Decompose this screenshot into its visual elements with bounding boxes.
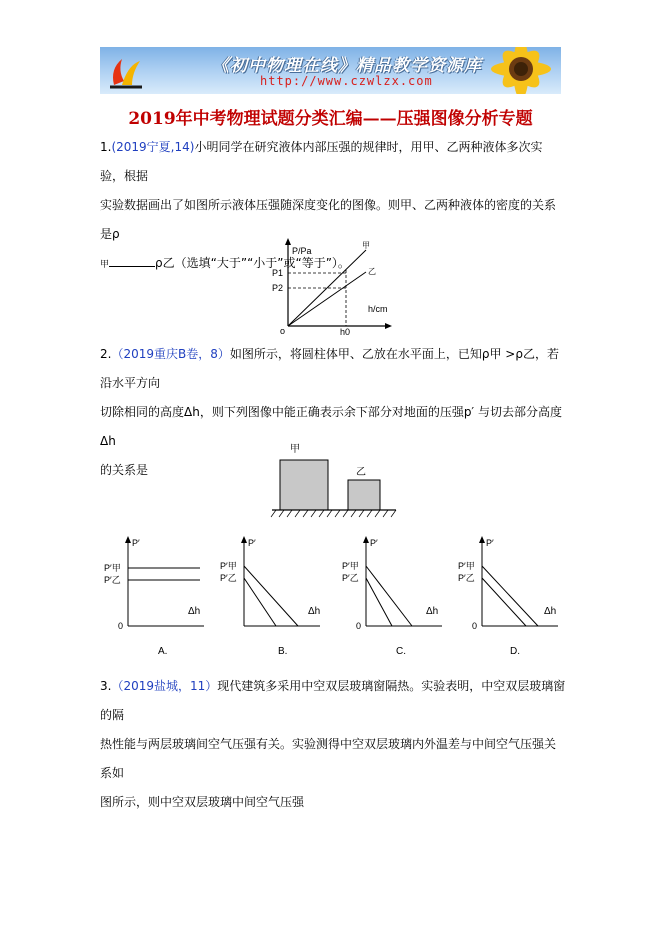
p-yi-label: P′乙 xyxy=(104,575,121,585)
series-jia-label: 甲 xyxy=(362,241,370,250)
x-axis-label: Δh xyxy=(544,606,557,617)
question-source: （2019重庆B卷，8） xyxy=(111,347,230,361)
question-3-line-2: 热性能与两层玻璃间空气压强有关。实验测得中空双层玻璃内外温差与中间空气压强关系如 xyxy=(100,737,557,780)
banner-title: 《初中物理在线》精品教学资源库 xyxy=(212,56,482,76)
cylinder-yi-label: 乙 xyxy=(356,467,366,478)
question-source: （2019盐城，11） xyxy=(111,679,218,693)
p-jia-label: P′甲 xyxy=(104,563,121,573)
x-axis-label: Δh xyxy=(308,606,321,617)
question-2-line-2: 切除相同的高度Δh，则下列图像中能正确表示余下部分对地面的压强p′ 与切去部分高度Δh xyxy=(100,405,562,448)
origin-label: 0 xyxy=(472,621,478,631)
question-3-line-1: 3.（2019盐城，11）现代建筑多采用中空双层玻璃窗隔热。实验表明，中空双层玻璃窗的隔 xyxy=(100,679,566,722)
p-yi-label: P′乙 xyxy=(458,573,475,583)
question-2-line-3: 的关系是 xyxy=(100,463,149,477)
x-axis-label: Δh xyxy=(426,606,439,617)
origin-label: 0 xyxy=(118,621,124,631)
option-a-label: A. xyxy=(158,646,168,657)
p-jia-label: P′甲 xyxy=(220,561,237,571)
header-banner xyxy=(100,47,561,94)
graph-y-label: P/Pa xyxy=(292,246,312,256)
y-axis-label: P′ xyxy=(248,538,256,548)
question-1-line-3: 甲 ρ乙（选填“大于”“小于”或“等于”）。 xyxy=(100,256,350,270)
origin-label: 0 xyxy=(356,621,362,631)
question-source: (2019宁夏,14) xyxy=(111,140,195,154)
pressure-depth-graph xyxy=(270,236,400,336)
banner-url[interactable]: http://www.czwlzx.com xyxy=(260,74,433,88)
cylinder-jia-label: 甲 xyxy=(290,444,300,455)
option-c-graph[interactable] xyxy=(338,530,450,660)
question-1-line-2: 实验数据画出了如图所示液体压强随深度变化的图像。则甲、乙两种液体的密度的关系是ρ xyxy=(100,198,557,241)
question-number: 1. xyxy=(100,140,112,154)
question-3-line-3: 图所示，则中空双层玻璃中间空气压强 xyxy=(100,795,305,809)
option-d-graph[interactable] xyxy=(454,530,566,660)
sunflower-icon xyxy=(481,47,561,94)
cylinders-figure xyxy=(270,438,400,520)
option-c-label: C. xyxy=(396,646,406,657)
option-d-label: D. xyxy=(510,646,520,657)
document-title: 2019年中考物理试题分类汇编——压强图像分析专题 xyxy=(128,109,533,129)
graph-x-label: h/cm xyxy=(368,304,388,314)
p-yi-label: P′乙 xyxy=(342,573,359,583)
p-yi-label: P′乙 xyxy=(220,573,237,583)
option-b-label: B. xyxy=(278,646,288,657)
series-yi-label: 乙 xyxy=(368,267,376,276)
site-logo-icon xyxy=(106,51,146,91)
question-1-line-1: 1.(2019宁夏,14)小明同学在研究液体内部压强的规律时，用甲、乙两种液体多次实验，根据 xyxy=(100,140,543,183)
answer-blank[interactable] xyxy=(109,266,155,267)
p1-label: P1 xyxy=(272,268,284,278)
y-axis-label: P′ xyxy=(486,538,494,548)
p-jia-label: P′甲 xyxy=(458,561,475,571)
origin-label: o xyxy=(280,326,286,336)
y-axis-label: P′ xyxy=(370,538,378,548)
question-2-line-1: 2.（2019重庆B卷，8）如图所示，将圆柱体甲、乙放在水平面上，已知ρ甲 >ρ乙，若沿水平方向 xyxy=(100,347,559,390)
p2-label: P2 xyxy=(272,283,284,293)
question-number: 3. xyxy=(100,679,112,693)
h0-label: h0 xyxy=(340,327,351,336)
question-3 xyxy=(100,672,566,817)
question-number: 2. xyxy=(100,347,112,361)
option-b-graph[interactable] xyxy=(216,530,328,660)
y-axis-label: P′ xyxy=(132,538,140,548)
option-a-graph[interactable] xyxy=(100,530,212,660)
x-axis-label: Δh xyxy=(188,606,201,617)
p-jia-label: P′甲 xyxy=(342,561,359,571)
